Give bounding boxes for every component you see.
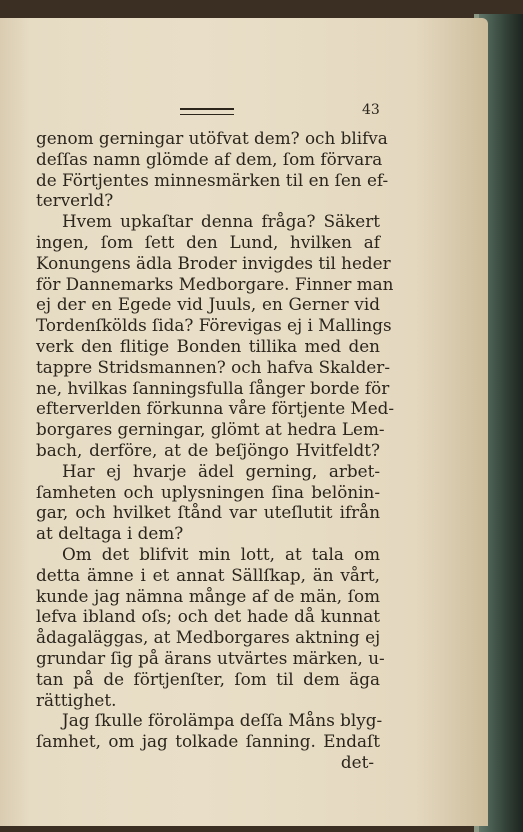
page-number: 43 xyxy=(362,102,380,118)
text-line: ej der en Egede vid Juuls, en Gerner vid xyxy=(36,294,380,315)
text-line: de Förtjentes minnesmärken til en ſen ef- xyxy=(36,169,389,190)
text-line: ingen, ſom ſett den Lund, hvilken af xyxy=(36,231,380,252)
text-line: at deltaga i dem? xyxy=(36,523,184,544)
text-line: för Dannemarks Medborgare. Finner man xyxy=(36,273,394,294)
catchword: det- xyxy=(340,751,374,772)
text-line: Jag ſkulle förolämpa deſſa Måns blyg- xyxy=(62,710,383,731)
text-line: terverld? xyxy=(36,190,114,211)
text-line: efterverlden förkunna våre förtjente Med- xyxy=(36,398,395,419)
text-line: Hvem upkaſtar denna fråga? Säkert xyxy=(62,211,380,232)
text-line: tan på de förtjenſter, ſom til dem äga xyxy=(36,668,380,689)
text-line: ſamheten och uplysningen ſina belönin- xyxy=(36,481,380,502)
text-line: detta ämne i et annat Sällſkap, än vårt, xyxy=(36,564,380,585)
text-line: gar, och hvilket ſtånd var uteſlutit ifrån xyxy=(36,502,380,523)
text-line: ne, hvilkas ſanningsfulla ſånger borde för xyxy=(36,377,390,398)
text-line: borgares gerningar, glömt at hedra Lem- xyxy=(36,419,385,440)
text-line: tappre Stridsmannen? och hafva Skalder- xyxy=(36,356,390,377)
text-line: deſſas namn glömde af dem, ſom förvara xyxy=(36,148,383,169)
text-line: bach, derföre, at de beſjöngo Hvitfeldt? xyxy=(36,439,380,460)
text-line: kunde jag nämna månge af de män, ſom xyxy=(36,585,380,606)
book-page xyxy=(0,18,488,826)
text-line: ſamhet, om jag tolkade ſanning. Endaſt xyxy=(36,731,380,752)
text-line: Har ej hvarje ädel gerning, arbet- xyxy=(62,460,380,481)
text-line: ådagaläggas, at Medborgares aktning ej xyxy=(36,627,381,648)
text-line: lefva ibland oſs; och det hade då kunnat xyxy=(36,606,380,627)
text-line: Om det blifvit min lott, at tala om xyxy=(62,543,380,564)
text-line: rättighet. xyxy=(36,689,117,710)
text-line: genom gerningar utöfvat dem? och blifva xyxy=(36,128,388,148)
text-line: Tordenſkölds ſida? Förevigas ej i Mallings xyxy=(36,315,392,336)
text-line: Konungens ädla Broder invigdes til heder xyxy=(36,252,391,273)
header-rule xyxy=(180,108,234,115)
text-line: verk den flitige Bonden tillika med den xyxy=(36,335,380,356)
text-line: grundar ſig på ärans utvärtes märken, u- xyxy=(36,647,385,668)
body-text xyxy=(36,128,395,773)
